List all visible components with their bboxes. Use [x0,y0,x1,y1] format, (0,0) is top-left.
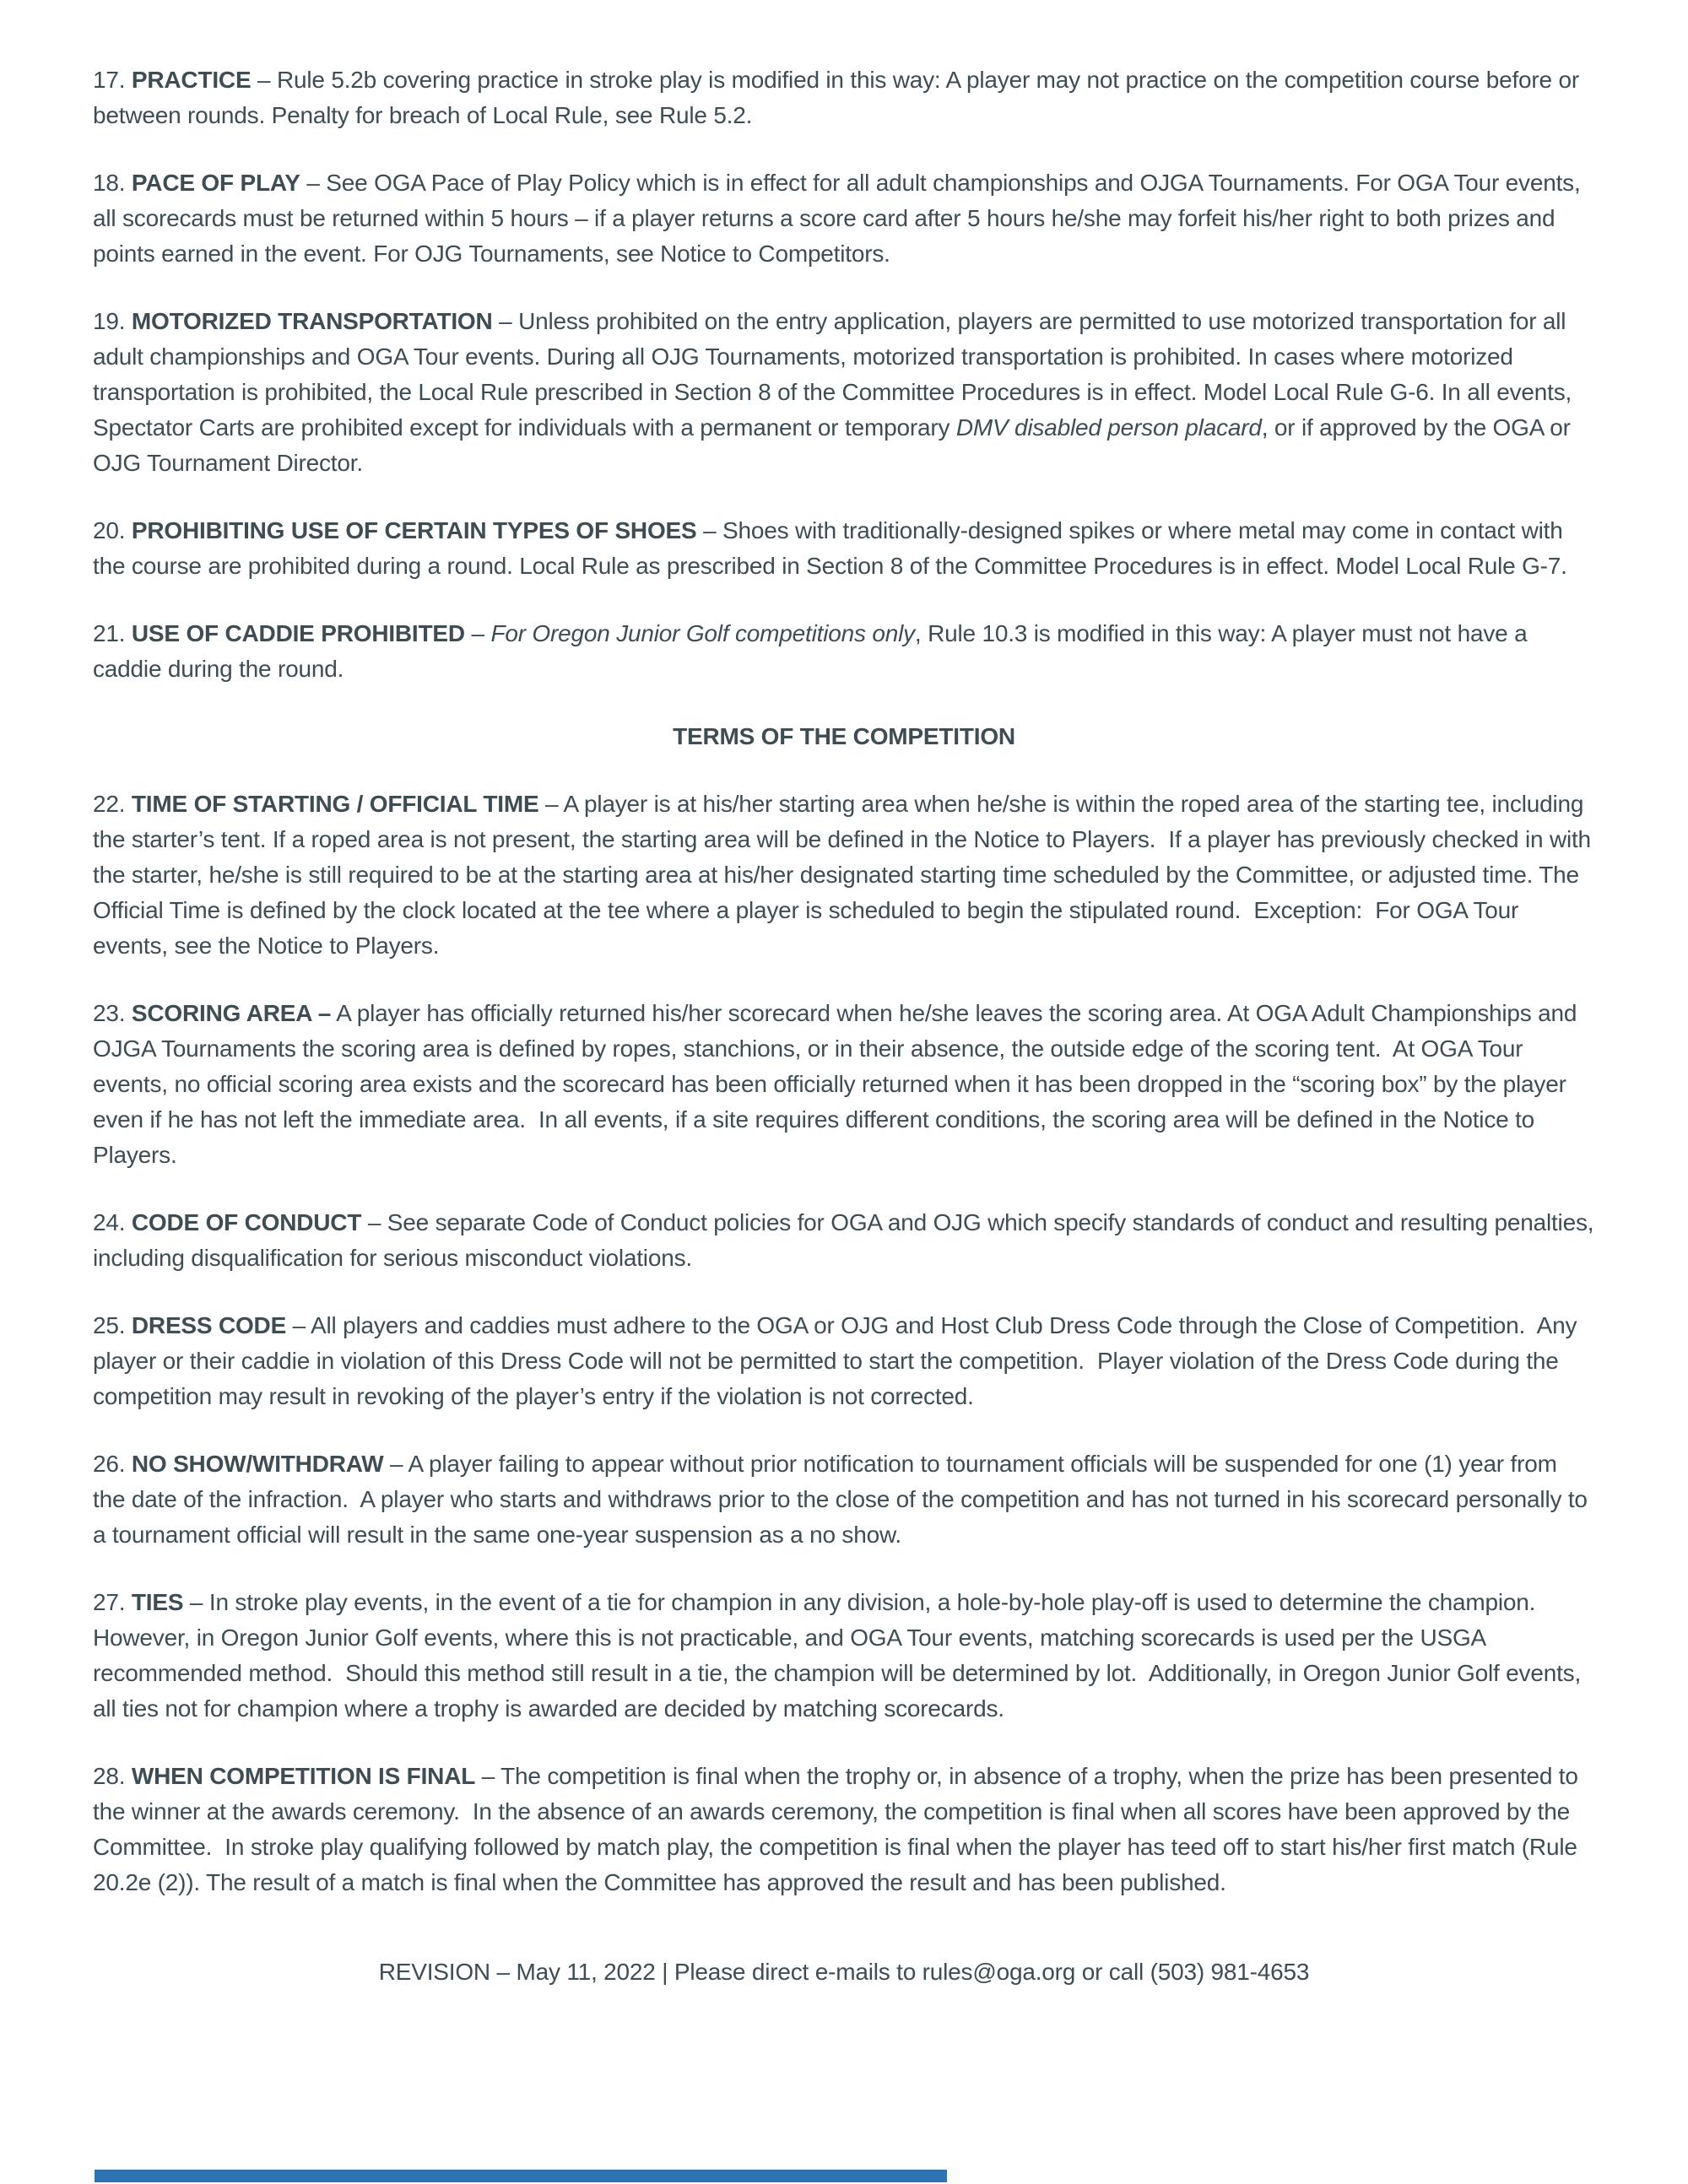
rule-paragraph: 23. SCORING AREA – A player has officially returned his/her scorecard when he/she leaves the scoring area. At OGA Adult Championships and OJGA Tournaments the scoring area is defined by ropes, stanchions, or in their absence, the outside edge of the scoring tent. At OGA Tour events, no official scoring area exists and the scorecard has been officially returned when it has been dropped in the “scoring box” by the player even if he has not left the immediate area. In all events, if a site requires different conditions, the scoring area will be defined in the Notice to Players. [93,1000,1583,1168]
section-heading: TERMS OF THE COMPETITION [673,723,1015,749]
rule-paragraph: 25. DRESS CODE – All players and caddies must adhere to the OGA or OJG and Host Club Dress Code through the Close of Competition. Any player or their caddie in violation of this Dress Code will not be permitted to start the competition. Player violation of the Dress Code during the competition may result in revoking of the player’s entry if the violation is not corrected. [93,1312,1583,1409]
paragraphs-container [93,62,1600,1900]
rule-paragraph: 18. PACE OF PLAY – See OGA Pace of Play Policy which is in effect for all adult championships and OJGA Tournaments. For OGA Tour events, all scorecards must be returned within 5 hours – if a player returns a score card after 5 hours he/she may forfeit his/her right to both prizes and points earned in the event. For OJG Tournaments, see Notice to Competitors. [93,170,1588,267]
revision-footer: REVISION – May 11, 2022 | Please direct e-mails to rules@oga.org or call (503) 981-4653 [378,1959,1310,1985]
rule-paragraph: 28. WHEN COMPETITION IS FINAL – The competition is final when the trophy or, in absence of a trophy, when the prize has been presented to the winner at the awards ceremony. In the absence of an awards ceremony, the competition is final when all scores have been approved by the Committee. In stroke play qualifying followed by match play, the competition is final when the player has teed off to start his/her first match (Rule 20.2e (2)). The result of a match is final when the Committee has approved the result and has been published. [93,1763,1585,1895]
footer-blue-bar [95,2170,947,2182]
rule-paragraph: 21. USE OF CADDIE PROHIBITED – For Oregon Junior Golf competitions only, Rule 10.3 is modified in this way: A player must not have a caddie during the round. [93,620,1534,682]
rule-paragraph: 19. MOTORIZED TRANSPORTATION – Unless prohibited on the entry application, players are permitted to use motorized transportation for all adult championships and OGA Tour events. During all OJG Tournaments, motorized transportation is prohibited. In cases where motorized transportation is prohibited, the Local Rule prescribed in Section 8 of the Committee Procedures is in effect. Model Local Rule G-6. In all events, Spectator Carts are prohibited except for individuals with a permanent or temporary DMV disabled person placard, or if approved by the OGA or OJG Tournament Director. [93,308,1578,476]
rule-paragraph: 20. PROHIBITING USE OF CERTAIN TYPES OF SHOES – Shoes with traditionally-designed spikes or where metal may come in contact with the course are prohibited during a round. Local Rule as prescribed in Section 8 of the Committee Procedures is in effect. Model Local Rule G-7. [93,517,1570,579]
rule-paragraph: 27. TIES – In stroke play events, in the event of a tie for champion in any division, a hole-by-hole play-off is used to determine the champion. However, in Oregon Junior Golf events, where this is not practicable, and OGA Tour events, matching scorecards is used per the USGA recommended method. Should this method still result in a tie, the champion will be determined by lot. Additionally, in Oregon Junior Golf events, all ties not for champion where a trophy is awarded are decided by matching scorecards. [93,1589,1588,1722]
rule-paragraph: 17. PRACTICE – Rule 5.2b covering practice in stroke play is modified in this way: A player may not practice on the competition course before or between rounds. Penalty for breach of Local Rule, see Rule 5.2. [93,67,1586,128]
rule-paragraph: 26. NO SHOW/WITHDRAW – A player failing to appear without prior notification to tournament officials will be suspended for one (1) year from the date of the infraction. A player who starts and withdraws prior to the close of the competition and has not turned in his scorecard personally to a tournament official will result in the same one-year suspension as a no show. [93,1451,1594,1548]
rule-paragraph: 24. CODE OF CONDUCT – See separate Code of Conduct policies for OGA and OJG which specify standards of conduct and resulting penalties, including disqualification for serious misconduct violations. [93,1209,1600,1271]
rule-paragraph: 22. TIME OF STARTING / OFFICIAL TIME – A player is at his/her starting area when he/she is within the roped area of the starting tee, including the starter’s tent. If a roped area is not present, the starting area will be defined in the Notice to Players. If a player has previously checked in with the starter, he/she is still required to be at the starting area at his/her designated starting time scheduled by the Committee, or adjusted time. The Official Time is defined by the clock located at the tee where a player is scheduled to begin the stipulated round. Exception: For OGA Tour events, see the Notice to Players. [93,791,1598,959]
